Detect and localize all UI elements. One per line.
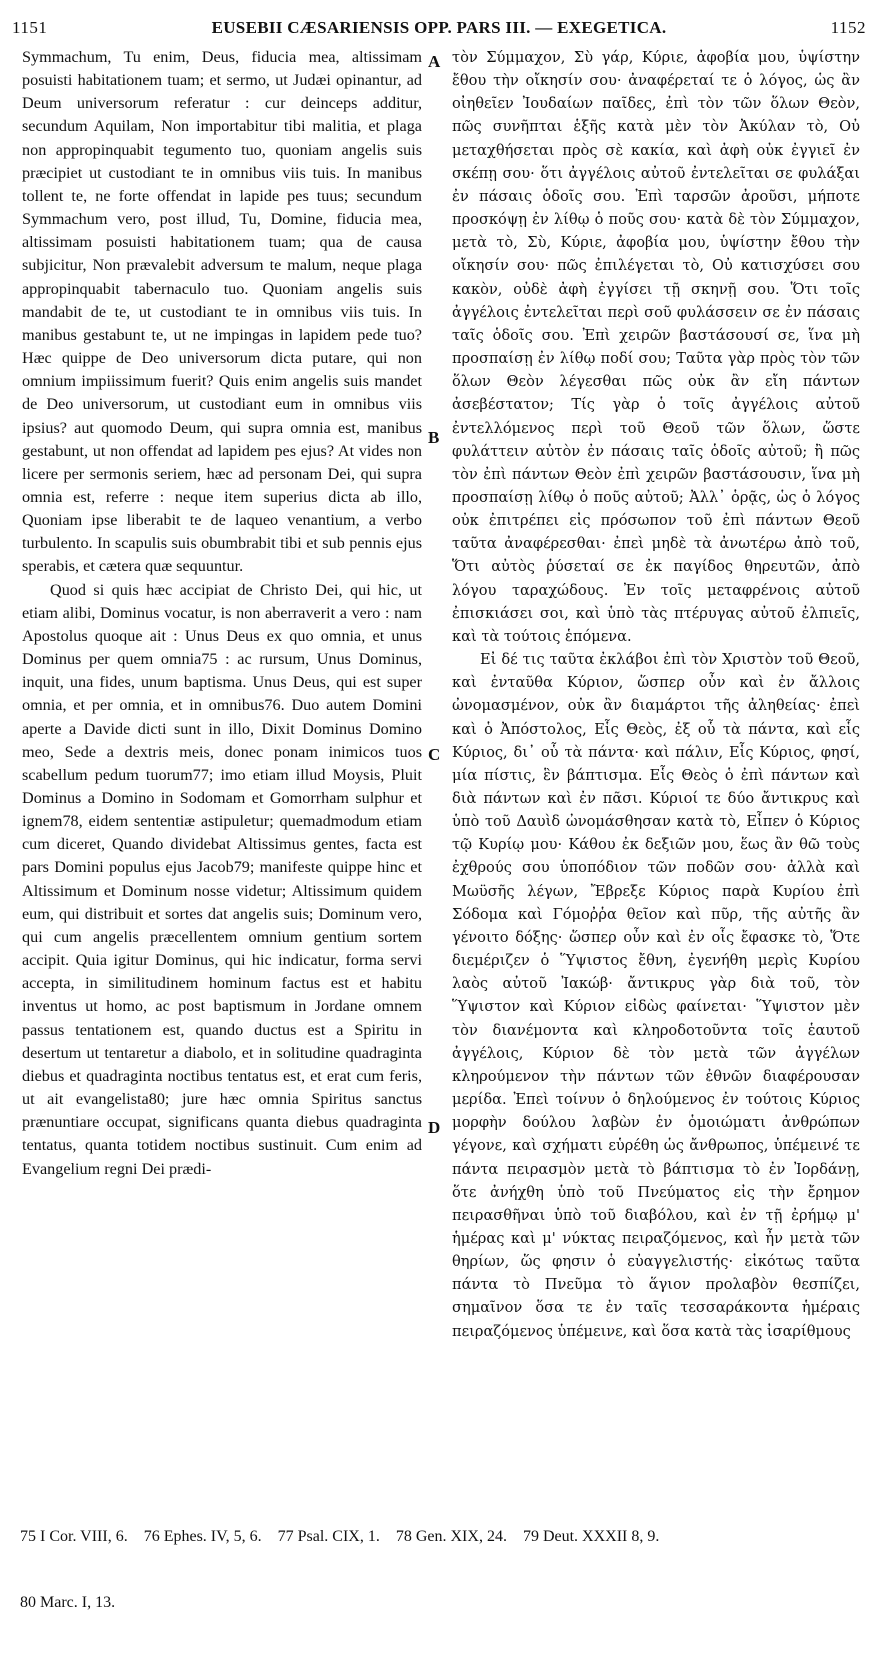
footnotes xyxy=(20,1482,862,1658)
latin-paragraph-1: Symmachum, Tu enim, Deus, fiducia mea, altissimam posuisti habitationem tuam; et sermo, ut Judæi opinantur, ad Deum universorum referatur : cur deinceps additur, secundum Aquilam, Non importabitur tibi malitia, et plaga non appropinquabit tegumento tuo, quoniam angelis suis præcipiet ut custodiant te in omnibus viis tuis. In manibus tollent te, ne forte offendat in lapide pes tuus; secundum Symmachum vero, post illud, Tu, Domine, fiducia mea, altissimam posuisti habitationem tuam; qua de causa subjicitur, Non prævalebit adversum te malum, neque plaga appropinquabit tabernaculo tuo. Quoniam angelis suis mandabit de te, ut custodiant te in omnibus viis tuis. In manibus gestabunt te, ut ne impingas in lapidem pede tuo? Hæc quippe de Deo universorum dicta putare, qui non omnium impiissimum fuerit? Quis enim angelis suis mandet de Deo universorum, ut custodiant eum in omnibus viis ipsius? aut quomodo Deum, qui supra omnia est, manibus gestabunt, ut non offendat ad lapidem pes ejus? At vides non licere per sermonis seriem, hæc ad personam Dei, qui supra omnia est, referre : neque item superius dicta ab illo, Quoniam ipse liberabit te de laqueo venantium, a verbo turbulento. In scapulis suis obumbrabit tibi et sub pennis ejus sperabis, et cætera quæ sequuntur. xyxy=(22,48,422,576)
page-number-right: 1152 xyxy=(830,18,866,37)
page-header xyxy=(12,14,866,42)
page-number-left: 1151 xyxy=(12,18,48,37)
latin-column xyxy=(22,46,422,1181)
running-title: EUSEBII CÆSARIENSIS OPP. PARS III. — EXEGETICA. xyxy=(211,18,667,37)
greek-column xyxy=(452,46,860,1343)
margin-marker-d: D xyxy=(428,1118,441,1137)
greek-paragraph-1: τὸν Σύμμαχον, Σὺ γάρ, Κύριε, ἀφοβία μου, ὑψίστην ἔθου τὴν οἴκησίν σου· ἀναφέρεταί τε ὁ λόγος, ὡς ἂν οἰηθεῖεν Ἰουδαίων παῖδες, ἐπὶ τὸν τῶν ὅλων Θεὸν, πῶς συνῆπται ἑξῆς κατὰ μὲν τὸν Ἀκύλαν τὸ, Οὐ μεταχθήσεται πρὸς σὲ κακία, καὶ ἀφὴ οὐκ ἐγγιεῖ ἐν σκέπῃ σου· ὅτι ἀγγέλοις αὐτοῦ ἐντελεῖται σε φυλάξαι ἐν πάσαις ὁδοῖς σου. Ἐπὶ ταρσῶν ἀροῦσι, μήποτε προσκόψῃ ἐν λίθῳ ὁ ποῦς σου· κατὰ δὲ τὸν Σύμμαχον, μετὰ τὸ, Σὺ, Κύριε, ἀφοβία μου, ὑψίστην ἔθου τὴν οἴκησίν σου· πῶς ἐπιλέγεται τὸ, Οὐ κατισχύσει σου κακὸν, οὐδὲ ἀφὴ ἐγγίσει τῇ σκηνῇ σου. Ὅτι τοῖς ἀγγέλοις ἐντελεῖται περὶ σοῦ φυλάσσειν σε ἐν πάσαις ταῖς ὁδοῖς σου. Ἐπὶ χειρῶν βαστάσουσί σε, ἵνα μὴ προσπαίσῃ ἐν λίθῳ ποδί σου; Ταῦτα γὰρ πρὸς τὸν τῶν ὅλων Θεὸν λέγεσθαι πῶς οὐκ ἂν εἴη πάντων ἀσεβέστατον; Τίς γὰρ ὁ τοῖς ἀγγέλοις αὐτοῦ ἐντελλόμενος περὶ τοῦ Θεοῦ τῶν ὅλων, ὥστε φυλάττειν αὐτὸν ἐν πάσαις ταῖς ὁδοῖς αὐτοῦ; ἢ πῶς τὸν ἐπὶ πάντων Θεὸν ἐπὶ χειρῶν βαστάσουσιν, ἵνα μὴ προσπαίσῃ λίθῳ ὁ ποῦς αὐτοῦ; Ἀλλ᾿ ὁρᾷς, ὡς ὁ λόγος οὐκ ἐπιτρέπει εἰς πρόσωπον τοῦ ἐπὶ πάντων Θεοῦ ταῦτα ἀναφέρεσθαι· ἐπεὶ μηδὲ τὰ ἀνωτέρω ἀπὸ τοῦ, Ὅτι αὐτὸς ῥύσεταί σε ἐκ παγίδος θηρευτῶν, ἀπὸ λόγου ταραχώδους. Ἐν τοῖς μεταφρένοις αὐτοῦ ἐπισκιάσει σοι, καὶ ὑπὸ τὰς πτέρυγας αὐτοῦ ἐλπιεῖς, καὶ τὰ τούτοις ἑπόμενα. xyxy=(452,49,860,645)
margin-marker-a: A xyxy=(428,52,441,71)
margin-marker-c: C xyxy=(428,745,441,764)
footnote-line: 75 I Cor. VIII, 6. 76 Ephes. IV, 5, 6. 77 Psal. CIX, 1. 78 Gen. XIX, 24. 79 Deut. XXXII 8, 9. xyxy=(20,1528,660,1545)
greek-paragraph-2: Εἰ δέ τις ταῦτα ἐκλάβοι ἐπὶ τὸν Χριστὸν τοῦ Θεοῦ, καὶ ἐνταῦθα Κύριον, ὥσπερ οὖν καὶ ἐν ἄλλοις ὠνομασμένον, οὐκ ἂν διαμάρτοι τῆς ἀληθείας· ἐπεὶ καὶ ὁ Ἀπόστολος, Εἷς Θεὸς, ἐξ οὗ τὰ πάντα, καὶ εἷς Κύριος, δι᾿ οὗ τὰ πάντα· καὶ πάλιν, Εἷς Κύριος, φησί, μία πίστις, ἓν βάπτισμα. Εἷς Θεὸς ὁ ἐπὶ πάντων καὶ διὰ πάντων καὶ ἐν πᾶσι. Κύριοί τε δύο ἄντικρυς καὶ ὑπὸ τοῦ Δαυὶδ ὠνομάσθησαν κατὰ τὸ, Εἶπεν ὁ Κύριος τῷ Κυρίῳ μου· Κάθου ἐκ δεξιῶν μου, ἕως ἂν θῶ τοὺς ἐχθρούς σου ὑποπόδιον τῶν ποδῶν σου· ἀλλὰ καὶ Μωϋσῆς λέγων, Ἔβρεξε Κύριος παρὰ Κυρίου ἐπὶ Σόδομα καὶ Γόμοῤῥα θεῖον καὶ πῦρ, τῆς αὐτῆς ἂν γένοιτο δόξης· ὥσπερ οὖν καὶ ἐν οἷς ἔφασκε τὸ, Ὅτε διεμέριζεν ὁ Ὕψιστος ἔθνη, ἐγενήθη μερὶς Κυρίου λαὸς αὐτοῦ Ἰακώβ· ἄντικρυς γὰρ διὰ τοῦ, τὸν Ὕψιστον καὶ Κύριον εἰδὼς φαίνεται· Ὕψιστον μὲν τὸν διανέμοντα καὶ κληροδοτοῦντα τοῖς ἑαυτοῦ ἀγγέλοις, Κύριον δὲ τὸν μετὰ τῶν ἀγγέλων κληρούμενον τὴν πάντων τῶν ἐθνῶν διαφέρουσαν μερίδα. Ἐπεὶ τοίνυν ὁ δηλούμενος ἐν τούτοις Κύριος μορφὴν δούλου λαβὼν ἐν ὁμοιώματι ἀνθρώπων γέγονε, καὶ σχήματι εὑρέθη ὡς ἄνθρωπος, ὑπέμεινέ τε πάντα πειρασμὸν μετὰ τὸ βάπτισμα τὸ ἐν Ἰορδάνῃ, ὅτε ἀνήχθη ὑπὸ τοῦ Πνεύματος εἰς τὴν ἔρημον πειρασθῆναι ὑπὸ τοῦ διαβόλου, καὶ ἐν τῇ ἐρήμῳ μ' ἡμέρας καὶ μ' νύκτας πειραζόμενος, καὶ ἦν μετὰ τῶν θηρίων, ὥς φησιν ὁ εὐαγγελιστής· εἰκότως ταῦτα πάντα τὸ Πνεῦμα τὸ ἅγιον προλαβὸν θεσπίζει, σημαῖνον ὅσα τε ἐν ταῖς τεσσαράκοντα ἡμέραις πειραζόμενος ὑπέμεινε, καὶ ὅσα κατὰ τὰς ἰσαρίθμους xyxy=(452,651,860,1340)
latin-paragraph-2: Quod si quis hæc accipiat de Christo Dei, qui hic, ut etiam alibi, Dominus vocatur, is non aberraverit a vero : nam Apostolus quoque ait : Unus Deus ex quo omnia, et unus Dominus per quem omnia75 : ac rursum, Unus Dominus, inquit, una fides, unum baptisma. Unus Deus, qui est super omnia, et per omnia, et in omnibus76. Duo autem Domini aperte a Davide dicti sunt in illo, Dixit Dominus Domino meo, Sede a dextris meis, donec ponam inimicos tuos scabellum pedum tuorum77; imo etiam illud Moysis, Pluit Dominus a Domino in Sodomam et Gomorrham sulphur et ignem78, eidem sententiæ astipuletur; quemadmodum etiam cum diceret, Quando dividebat Altissimus gentes, facta est pars Domini populus ejus Jacob79; manifeste quippe hinc et Altissimum et Dominum nosse videtur; Altissimum quidem eum, qui distribuit et sortes dat angelis suis; Dominum vero, qui cum angelis præcellentem omnium gentium sortem accipit. Quia igitur Dominus, qui hic indicatur, forma servi accepta, in similitudinem hominum factus est et habitu inventus ut homo, ac post baptismum in Jordane omnem passus tentationem est, quando ductus est a Spiritu in desertum ut tentaretur a diabolo, et in solitudine quadraginta diebus et quadraginta noctibus tentatus est, et erat cum feris, ut ait evangelista80; jure hæc omnia Spiritus sanctus prænuntiare occupat, significans quanta diebus quadraginta tentatus, quanta totidem noctibus sustinuit. Cum enim ad Evangelium regni Dei prædi- xyxy=(22,580,422,1178)
margin-marker-b: B xyxy=(428,428,440,447)
footnote-line: 80 Marc. I, 13. xyxy=(20,1594,116,1611)
